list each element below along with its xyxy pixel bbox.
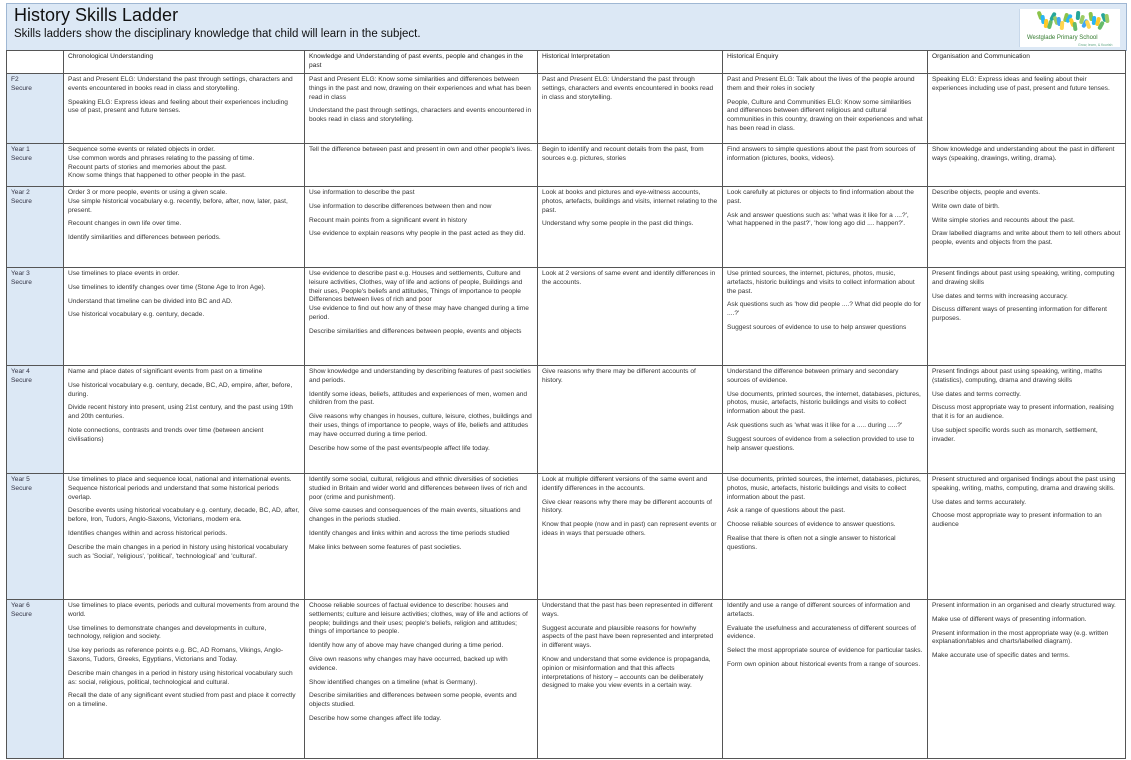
- cell-paragraph: Look at multiple different versions of the same event and identify differences in the accounts.: [542, 476, 708, 492]
- cell-paragraph: Describe events using historical vocabulary e.g. century, decade, BC, AD, after, before, Iron, Tudors, Anglo-Saxons, Victorians, modern era.: [68, 507, 300, 524]
- cell-paragraph: Use dates and terms with increasing accuracy.: [932, 292, 1068, 300]
- page-title: History Skills Ladder: [14, 5, 179, 25]
- cell-paragraph: Use printed sources, the internet, pictures, photos, music, artefacts, historic buildings and visits to collect information about the past.: [727, 270, 915, 295]
- cell-paragraph: Describe main changes in a period in history using historical vocabulary such as: social, religious, political, technological and cultural.: [68, 669, 293, 686]
- school-logo: [1019, 9, 1120, 47]
- table-cell: [928, 187, 1126, 268]
- cell-paragraph: Ask a range of questions about the past.: [727, 507, 846, 515]
- cell-paragraph: Give clear reasons why there may be different accounts of history.: [542, 498, 712, 515]
- cell-paragraph: Know that people (now and in past) can represent events or ideas in ways that persuade others.: [542, 521, 717, 537]
- cell-paragraph: Understand the difference between primary and secondary sources of evidence.: [727, 368, 899, 384]
- cell-paragraph: Identify some ideas, beliefs, attitudes and experiences of men, women and children from the past.: [309, 390, 528, 407]
- leaf-shape: [1060, 21, 1065, 30]
- column-header: [7, 51, 64, 74]
- year-label: F2 Secure: [7, 74, 64, 144]
- table-cell: [64, 366, 305, 474]
- cell-paragraph: Ask and answer questions such as: 'what was it like for a ....?', 'what happened in the past?', 'how long ago did .... happen?'.: [727, 211, 909, 228]
- cell-paragraph: Show knowledge and understanding about the past in different ways (speaking, drawings, writing, drama).: [932, 146, 1115, 162]
- year-label: Year 3 Secure: [7, 268, 64, 366]
- year-label: Year 4 Secure: [7, 366, 64, 474]
- table-cell: [305, 74, 538, 144]
- table-cell: [538, 600, 723, 759]
- cell-paragraph: Ask questions such as 'what was it like for a ..... during .....?': [727, 421, 903, 429]
- cell-paragraph: Realise that there is often not a single answer to historical questions.: [727, 534, 896, 551]
- header-banner: [6, 3, 1127, 51]
- cell-paragraph: Divide recent history into present, using 21st century, and the past using 19th and 20th centuries.: [68, 404, 293, 421]
- table-cell: [64, 144, 305, 187]
- cell-paragraph: Understand the past through settings, characters and events encountered in books read in class and storytelling.: [309, 107, 532, 124]
- cell-paragraph: Use timelines to demonstrate changes and developments in culture, technology, religion and society.: [68, 624, 267, 641]
- table-cell: [928, 366, 1126, 474]
- leaves-logo-icon: [1038, 11, 1112, 33]
- table-cell: [305, 268, 538, 366]
- cell-paragraph: Give reasons why changes in houses, culture, leisure, clothes, buildings and their uses, things of importance to people, ways of life, beliefs and attitudes may have occurred during a time period.: [309, 413, 532, 438]
- school-tagline: Grow, learn, & flourish: [1078, 43, 1113, 47]
- cell-paragraph: Use timelines to place and sequence local, national and international events. Sequence historical periods and understand that some historical periods overlap.: [68, 476, 292, 501]
- table-cell: [538, 474, 723, 600]
- cell-paragraph: People, Culture and Communities ELG: Know some similarities and differences between different religious and cultural communities in this country, drawing on their experiences and what has been read in class.: [727, 98, 923, 132]
- skills-table: [6, 50, 1126, 759]
- cell-paragraph: Write simple stories and recounts about the past.: [932, 216, 1075, 224]
- column-header: Chronological Understanding: [64, 51, 305, 74]
- cell-paragraph: Suggest accurate and plausible reasons for how/why aspects of the past have been represented and interpreted in different ways.: [542, 624, 714, 650]
- cell-paragraph: Describe how some of the past events/people affect life today.: [309, 444, 490, 452]
- cell-paragraph: Tell the difference between past and present in own and other people's lives.: [309, 146, 532, 153]
- table-cell: [928, 474, 1126, 600]
- cell-paragraph: Understand why some people in the past did things.: [542, 220, 694, 228]
- cell-paragraph: Identify how any of above may have changed during a time period.: [309, 642, 504, 650]
- cell-paragraph: Choose reliable sources of factual evidence to describe: houses and settlements; culture and leisure activities; clothes, way of life and actions of people; buildings and their uses; people's beliefs, religion and attitudes; things of importance to people.: [309, 602, 528, 636]
- cell-paragraph: Use information to describe the past: [309, 189, 415, 196]
- table-cell: [723, 366, 928, 474]
- table-cell: [305, 366, 538, 474]
- cell-paragraph: Identify and use a range of different sources of information and artefacts.: [727, 602, 911, 618]
- cell-paragraph: Choose reliable sources of evidence to answer questions.: [727, 521, 896, 529]
- cell-paragraph: Past and Present ELG: Understand the past through settings, characters and events encountered in books read in class and storytelling.: [68, 76, 293, 92]
- cell-paragraph: Recall the date of any significant event studied from past and place it correctly on a timeline.: [68, 692, 296, 709]
- cell-paragraph: Describe similarities and differences between some people, events and objects studied.: [309, 692, 517, 709]
- cell-paragraph: Present information in an organised and clearly structured way.: [932, 602, 1116, 609]
- cell-paragraph: Order 3 or more people, events or using a given scale. Use simple historical vocabulary e.g. recently, before, after, now, later, past, present.: [68, 189, 288, 214]
- table-row: [7, 268, 1126, 366]
- table-cell: [538, 144, 723, 187]
- table-cell: [723, 474, 928, 600]
- cell-paragraph: Look at 2 versions of same event and identify differences in the accounts.: [542, 270, 716, 286]
- cell-paragraph: Describe the main changes in a period in history using historical vocabulary such as 'Social', 'religious', 'political', 'technological' and 'cultural'.: [68, 543, 288, 560]
- cell-paragraph: Give reasons why there may be different accounts of history.: [542, 368, 696, 384]
- cell-paragraph: Recount changes in own life over time.: [68, 220, 182, 228]
- table-cell: [305, 474, 538, 600]
- cell-paragraph: Select the most appropriate source of evidence for particular tasks.: [727, 647, 923, 655]
- cell-paragraph: Look carefully at pictures or objects to find information about the past.: [727, 189, 914, 205]
- cell-paragraph: Understand that timeline can be divided into BC and AD.: [68, 297, 233, 305]
- cell-paragraph: Note connections, contrasts and trends over time (between ancient civilisations): [68, 426, 264, 443]
- leaf-shape: [1073, 22, 1078, 31]
- cell-paragraph: Make links between some features of past societies.: [309, 543, 462, 551]
- table-cell: [538, 187, 723, 268]
- table-cell: [723, 74, 928, 144]
- cell-paragraph: Use information to describe differences between then and now: [309, 202, 492, 210]
- cell-paragraph: Present findings about past using speaking, writing, maths (statistics), computing, drama and drawing skills: [932, 368, 1103, 384]
- table-cell: [305, 600, 538, 759]
- table-row: [7, 600, 1126, 759]
- leaf-shape: [1105, 14, 1110, 23]
- table-cell: [723, 268, 928, 366]
- cell-paragraph: Past and Present ELG: Talk about the lives of the people around them and their roles in society: [727, 76, 915, 92]
- cell-paragraph: Recount main points from a significant event in history: [309, 216, 467, 224]
- cell-paragraph: Present structured and organised findings about the past using speaking, writing, maths, computing, drama and drawing skills.: [932, 476, 1116, 492]
- cell-paragraph: Use dates and terms correctly.: [932, 390, 1021, 398]
- table-cell: [538, 268, 723, 366]
- cell-paragraph: Use timelines to place events, periods and cultural movements from around the world.: [68, 602, 300, 618]
- school-name: Westglade Primary School: [1027, 35, 1098, 41]
- cell-paragraph: Suggest sources of evidence from a selection provided to use to help answer questions.: [727, 435, 915, 452]
- year-label: Year 2 Secure: [7, 187, 64, 268]
- table-cell: [723, 187, 928, 268]
- table-cell: [928, 74, 1126, 144]
- table-cell: [305, 187, 538, 268]
- cell-paragraph: Give some causes and consequences of the main events, situations and changes in the periods studied.: [309, 507, 521, 524]
- cell-paragraph: Suggest sources of evidence to use to help answer questions: [727, 323, 907, 331]
- cell-paragraph: Draw labelled diagrams and write about them to tell others about people, events and objects from the past.: [932, 230, 1121, 247]
- table-cell: [64, 187, 305, 268]
- header-row: [7, 51, 1126, 74]
- cell-paragraph: Understand that the past has been represented in different ways.: [542, 602, 713, 618]
- cell-paragraph: Use key periods as reference points e.g. BC, AD Romans, Vikings, Anglo-Saxons, Tudors, Greeks, Egyptians, Victorians and Today.: [68, 647, 284, 663]
- table-cell: [928, 268, 1126, 366]
- table-row: [7, 187, 1126, 268]
- cell-paragraph: Choose most appropriate way to present information to an audience: [932, 512, 1102, 529]
- table-row: [7, 474, 1126, 600]
- cell-paragraph: Ask questions such as 'how did people ....? What did people do for ....?': [727, 301, 922, 318]
- cell-paragraph: Make use of different ways of presenting information.: [932, 615, 1087, 623]
- table-row: [7, 74, 1126, 144]
- cell-paragraph: Know and understand that some evidence is propaganda, opinion or misinformation and that this affects interpretations of history – accounts can be deliberately designed to make you view events in a certain way.: [542, 655, 711, 690]
- cell-paragraph: Show identified changes on a timeline (what is Germany).: [309, 678, 478, 686]
- cell-paragraph: Write own date of birth.: [932, 202, 1000, 210]
- cell-paragraph: Begin to identify and recount details from the past, from sources e.g. pictures, stories: [542, 146, 704, 162]
- cell-paragraph: Use dates and terms accurately.: [932, 498, 1027, 506]
- cell-paragraph: Speaking ELG: Express ideas and feeling about their experiences including use of past, present and future tenses.: [68, 98, 288, 115]
- cell-paragraph: Past and Present ELG: Know some similarities and differences between things in the past and now, drawing on their experiences and what has been read in class: [309, 76, 531, 101]
- cell-paragraph: Identify changes and links within and across the time periods studied: [309, 529, 510, 537]
- table-row: [7, 366, 1126, 474]
- cell-paragraph: Present information in the most appropriate way (e.g. written explanation/tables and charts/labelled diagram).: [932, 629, 1109, 646]
- table-cell: [64, 74, 305, 144]
- column-header: Organisation and Communication: [928, 51, 1126, 74]
- table-cell: [928, 600, 1126, 759]
- cell-paragraph: Look at books and pictures and eye-witness accounts, photos, artefacts, buildings and visits, internet relating to the past.: [542, 189, 718, 214]
- table-cell: [64, 268, 305, 366]
- cell-paragraph: Use evidence to describe past e.g. Houses and settlements, Culture and leisure activities, Clothes, way of life and actions of people, Buildings and their uses, People's beliefs and attitudes, Things of importance to people Differences between lives of rich and poor Use evidence to find out how any of these may have changed during a time period.: [309, 270, 529, 321]
- column-header: Historical Interpretation: [538, 51, 723, 74]
- cell-paragraph: Use historical vocabulary e.g. century, decade, BC, AD, empire, after, before, during.: [68, 381, 293, 398]
- table-cell: [928, 144, 1126, 187]
- cell-paragraph: Use historical vocabulary e.g. century, decade.: [68, 311, 205, 319]
- table-cell: [305, 144, 538, 187]
- cell-paragraph: Make accurate use of specific dates and terms.: [932, 652, 1070, 660]
- cell-paragraph: Use documents, printed sources, the internet, databases, pictures, photos, music, artefacts, historic buildings and visits to collect information about the past.: [727, 390, 921, 416]
- table-cell: [64, 600, 305, 759]
- cell-paragraph: Evaluate the usefulness and accurateness of different sources of evidence.: [727, 624, 917, 641]
- cell-paragraph: Use documents, printed sources, the internet, databases, pictures, photos, music, artefacts, historic buildings and visits to collect information about the past.: [727, 476, 921, 501]
- cell-paragraph: Form own opinion about historical events from a range of sources.: [727, 660, 921, 668]
- cell-paragraph: Identify similarities and differences between periods.: [68, 234, 221, 242]
- table-cell: [723, 600, 928, 759]
- cell-paragraph: Discuss most appropriate way to present information, realising that it is for an audience.: [932, 404, 1114, 421]
- cell-paragraph: Use evidence to explain reasons why people in the past acted as they did.: [309, 230, 526, 238]
- year-label: Year 5 Secure: [7, 474, 64, 600]
- year-label: Year 6 Secure: [7, 600, 64, 759]
- cell-paragraph: Speaking ELG: Express ideas and feeling about their experiences including use of past, present and future tenses.: [932, 76, 1110, 92]
- cell-paragraph: Use subject specific words such as monarch, settlement, invader.: [932, 426, 1098, 443]
- page-subtitle: Skills ladders show the disciplinary knowledge that child will learn in the subject.: [14, 28, 421, 40]
- column-header: Knowledge and Understanding of past events, people and changes in the past: [305, 51, 538, 74]
- cell-paragraph: Sequence some events or related objects in order. Use common words and phrases relating to the passing of time. Recount parts of stories and memories about the past. Know some things that happened to other people in the past.: [68, 146, 255, 180]
- cell-paragraph: Past and Present ELG: Understand the past through settings, characters and events encountered in books read in class and storytelling.: [542, 76, 714, 101]
- table-cell: [538, 366, 723, 474]
- table-cell: [64, 474, 305, 600]
- table-cell: [723, 144, 928, 187]
- cell-paragraph: Discuss different ways of presenting information for different purposes.: [932, 306, 1107, 323]
- cell-paragraph: Identifies changes within and across historical periods.: [68, 529, 228, 537]
- cell-paragraph: Name and place dates of significant events from past on a timeline: [68, 368, 263, 375]
- table-cell: [538, 74, 723, 144]
- year-label: Year 1 Secure: [7, 144, 64, 187]
- table-row: [7, 144, 1126, 187]
- column-header: Historical Enquiry: [723, 51, 928, 74]
- cell-paragraph: Use timelines to identify changes over time (Stone Age to Iron Age).: [68, 283, 266, 291]
- cell-paragraph: Show knowledge and understanding by describing features of past societies and periods.: [309, 368, 531, 384]
- cell-paragraph: Present findings about past using speaking, writing, computing and drawing skills: [932, 270, 1115, 286]
- cell-paragraph: Identify some social, cultural, religious and ethnic diversities of societies studied in Britain and wider world and differences between lives of rich and poor (crime and punishment).: [309, 476, 527, 501]
- cell-paragraph: Give own reasons why changes may have occurred, backed up with evidence.: [309, 655, 508, 672]
- cell-paragraph: Describe similarities and differences between people, events and objects: [309, 327, 522, 335]
- cell-paragraph: Use timelines to place events in order.: [68, 270, 180, 277]
- cell-paragraph: Describe how some changes affect life today.: [309, 714, 442, 722]
- cell-paragraph: Describe objects, people and events.: [932, 189, 1041, 196]
- cell-paragraph: Find answers to simple questions about the past from sources of information (pictures, books, videos).: [727, 146, 916, 162]
